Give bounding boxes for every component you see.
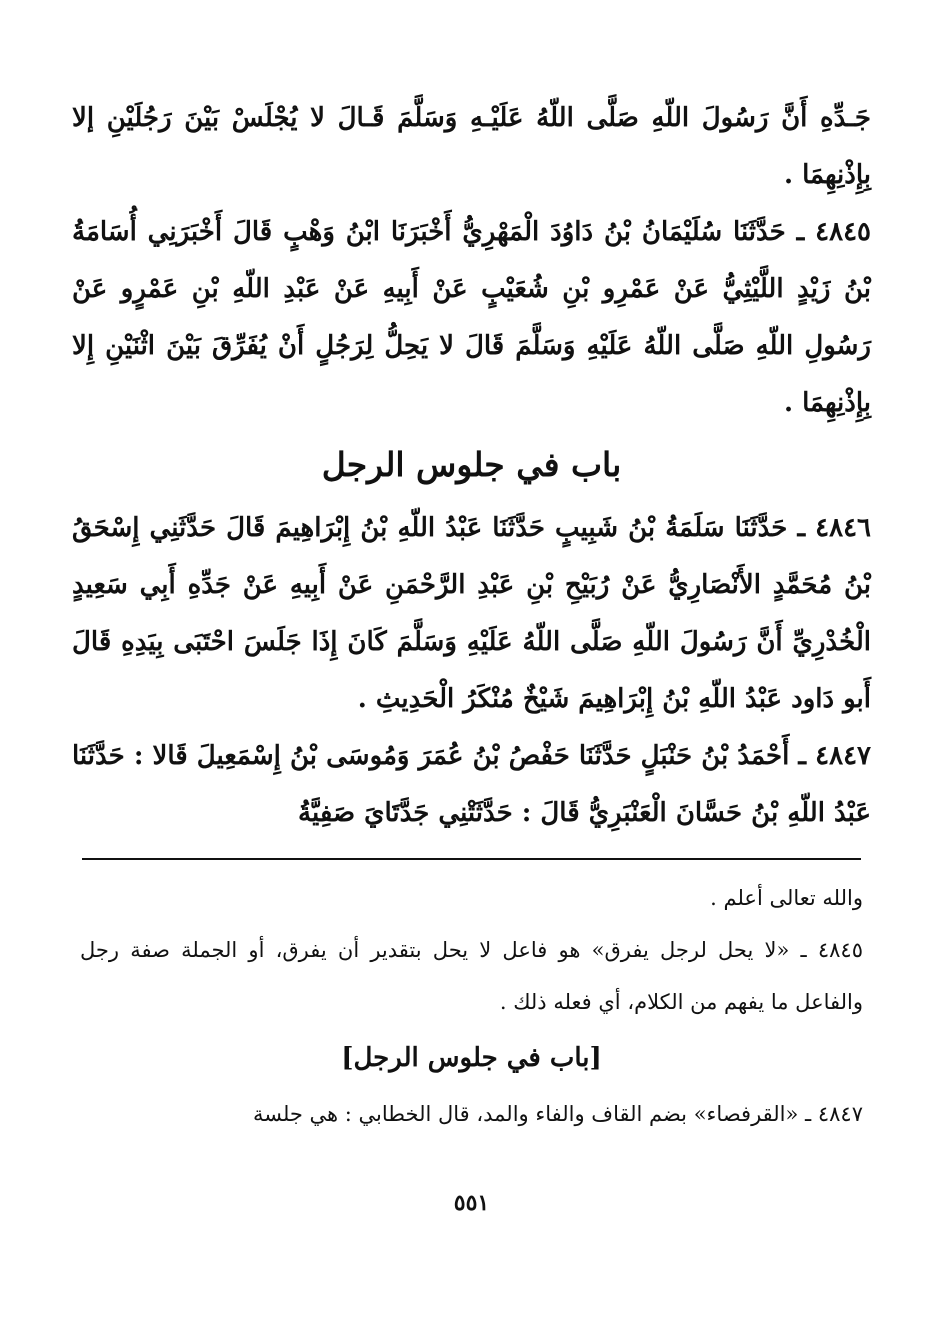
footnotes: [80, 872, 863, 1140]
footnote-4847: ٤٨٤٧ ـ «القرفصاء» بضم القاف والفاء والمد، قال الخطابي : هي جلسة: [252, 1102, 863, 1126]
page-number: ٥٥١: [453, 1190, 490, 1216]
main-text: [72, 90, 871, 842]
hadith-4847: ٤٨٤٧ ـ أَحْمَدُ بْنُ حَنْبَلٍ حَدَّثَنَا حَفْصُ بْنُ عُمَرَ وَمُوسَى بْنُ إِسْمَعِيلَ قَالا : حَدَّثَنَا عَبْدُ اللّهِ بْنُ حَسَّانَ الْعَنْبَرِيُّ قَالَ : حَدَّثَتْنِي جَدَّتَايَ صَفِيَّةُ: [72, 741, 871, 828]
hadith-continuation: جَـدِّهِ أَنَّ رَسُولَ اللّهِ صَلَّى اللّهُ عَلَيْـهِ وَسَلَّمَ قَـالَ لا يُجْلَسْ بَيْنَ رَجُلَيْنِ إلا بِإِذْنِهِمَا .: [72, 103, 871, 190]
chapter-heading: باب في جلوس الرجل: [321, 445, 622, 484]
footnote-divider: [82, 858, 861, 860]
footnote-4845: ٤٨٤٥ ـ «لا يحل لرجل يفرق» هو فاعل لا يحل بتقدير أن يفرق، أو الجملة صفة رجل والفاعل ما يفهم من الكلام، أي فعله ذلك .: [80, 938, 863, 1014]
footnote-closing: والله تعالى أعلم .: [710, 886, 863, 910]
hadith-4845: ٤٨٤٥ ـ حَدَّثَنَا سُلَيْمَانُ بْنُ دَاوُدَ الْمَهْرِيُّ أَخْبَرَنَا ابْنُ وَهْبٍ قَالَ أَخْبَرَنِي أُسَامَةُ بْنُ زَيْدٍ اللَّيْثِيُّ عَنْ عَمْرِو بْنِ شُعَيْبٍ عَنْ أَبِيهِ عَنْ عَبْدِ اللّهِ بْنِ عَمْرٍو عَنْ رَسُولِ اللّهِ صَلَّى اللّهُ عَلَيْهِ وَسَلَّمَ قَالَ لا يَحِلُّ لِرَجُلٍ أَنْ يُفَرِّقَ بَيْنَ اثْنَيْنِ إِلا بِإِذْنِهِمَا .: [72, 217, 871, 418]
hadith-4846: ٤٨٤٦ ـ حَدَّثَنَا سَلَمَةُ بْنُ شَبِيبٍ حَدَّثَنَا عَبْدُ اللّهِ بْنُ إِبْرَاهِيمَ قَالَ حَدَّثَنِي إِسْحَقُ بْنُ مُحَمَّدٍ الأَنْصَارِيُّ عَنْ رُبَيْحِ بْنِ عَبْدِ الرَّحْمَنِ عَنْ أَبِيهِ عَنْ جَدِّهِ أَبِي سَعِيدٍ الْخُدْرِيِّ أَنَّ رَسُولَ اللّهِ صَلَّى اللّهُ عَلَيْهِ وَسَلَّمَ كَانَ إِذَا جَلَسَ احْتَبَى بِيَدِهِ قَالَ أَبو دَاود عَبْدُ اللّهِ بْنُ إِبْرَاهِيمَ شَيْخٌ مُنْكَرُ الْحَدِيثِ .: [72, 513, 872, 714]
footnote-chapter-heading: [باب في جلوس الرجل]: [341, 1043, 602, 1073]
